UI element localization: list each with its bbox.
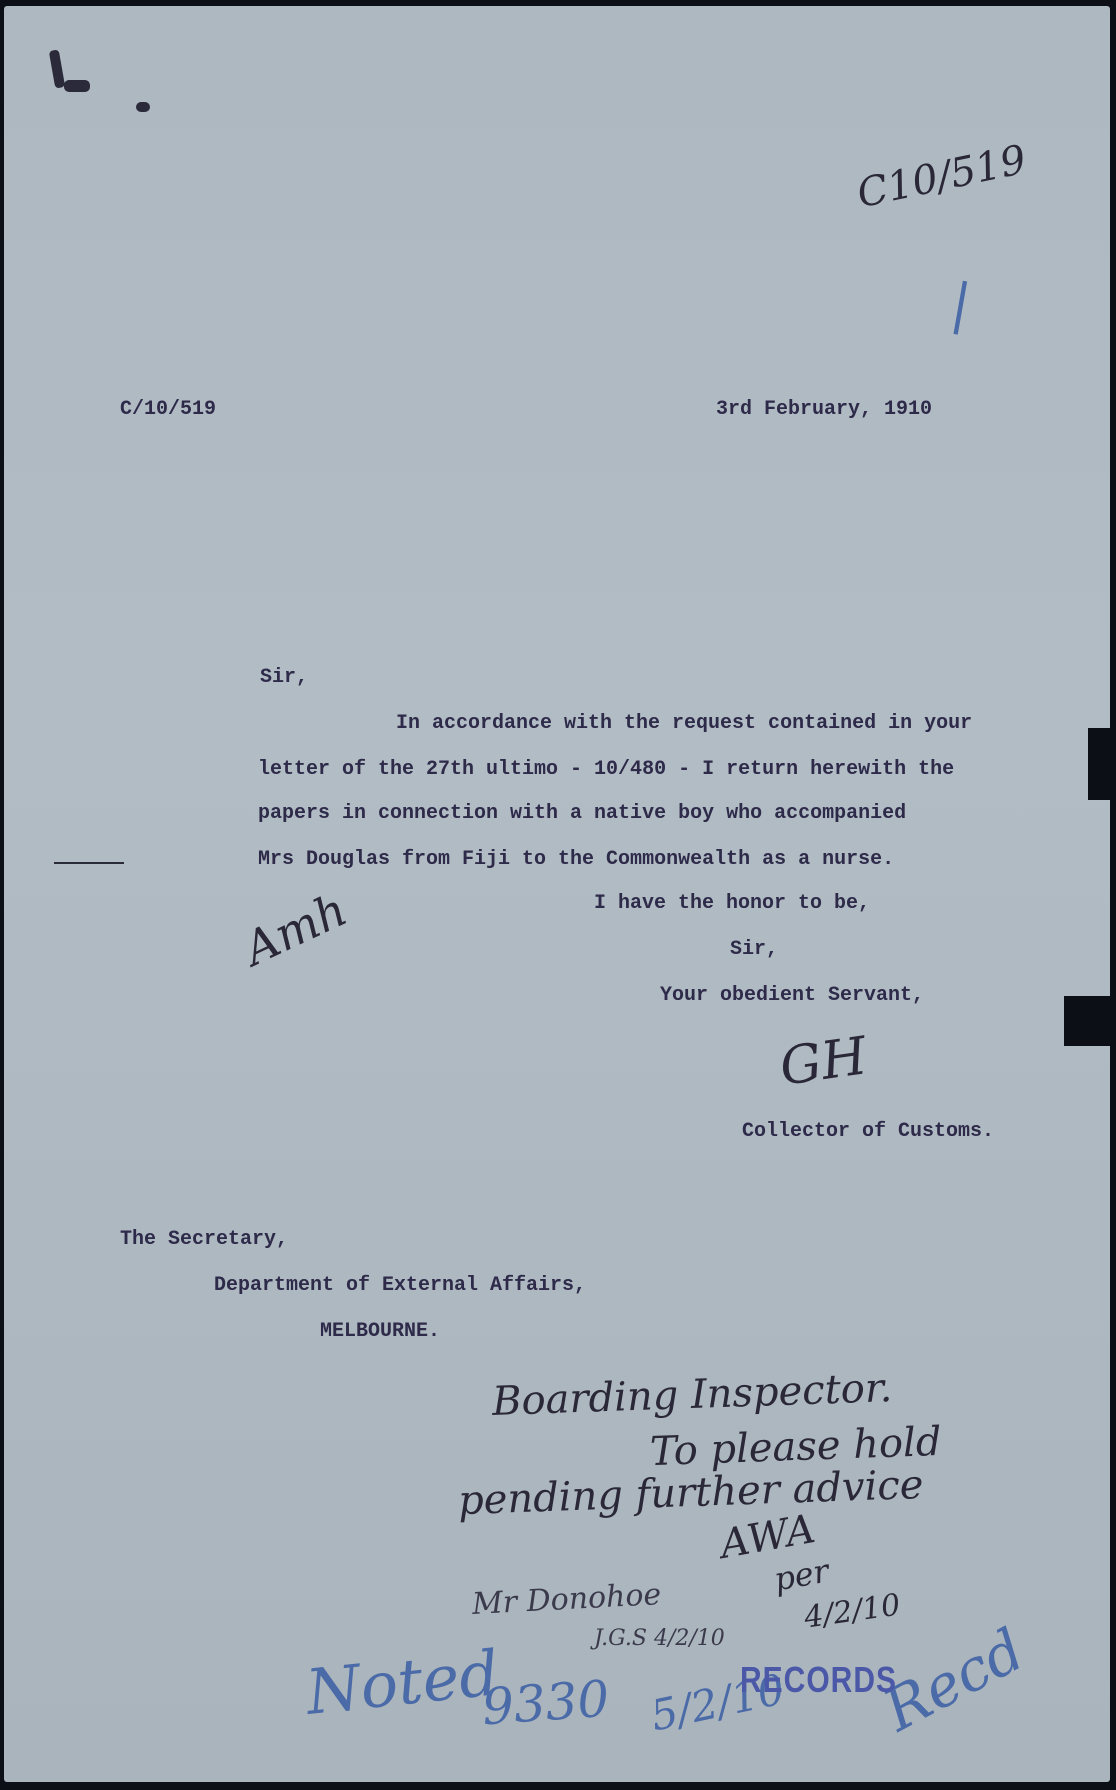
address-line: Department of External Affairs, [214, 1274, 587, 1297]
ink-blot [136, 102, 150, 112]
minute-signature: AWA [716, 1506, 819, 1568]
letter-date: 3rd February, 1910 [716, 398, 933, 421]
minute-per: per [771, 1551, 832, 1599]
signatory-title: Collector of Customs. [742, 1120, 995, 1143]
noted-number: 9330 [480, 1669, 612, 1737]
body-line: papers in connection with a native boy who accompanied [258, 802, 907, 825]
minute-line: Boarding Inspector. [491, 1365, 893, 1425]
letter-page [4, 6, 1110, 1782]
minute-line: To please hold [649, 1418, 943, 1476]
noted-note: Noted [302, 1636, 503, 1729]
records-stamp: RECORDS [740, 1660, 898, 1701]
ink-blot [49, 49, 65, 88]
file-reference: C/10/519 [120, 398, 217, 421]
body-line: In accordance with the request contained in your [396, 712, 973, 735]
closing-line: I have the honor to be, [594, 892, 871, 915]
address-line: The Secretary, [120, 1228, 289, 1251]
margin-initial: Amh [235, 882, 355, 976]
body-line: Mrs Douglas from Fiji to the Commonwealth as a nurse. [258, 848, 895, 871]
address-line: MELBOURNE. [320, 1320, 441, 1343]
ink-blot [64, 80, 90, 92]
handwritten-file-ref: C10/519 [853, 136, 1031, 218]
closing-line: Your obedient Servant, [660, 984, 925, 1007]
margin-rule [54, 862, 124, 864]
noted-date: 5/2/10 [646, 1664, 789, 1741]
minute-line: pending further advice [457, 1461, 925, 1525]
salutation: Sir, [260, 666, 309, 689]
received-note: Recd [872, 1615, 1035, 1745]
signature-initials: GH [776, 1026, 871, 1098]
closing-line: Sir, [730, 938, 779, 961]
minute-date: 4/2/10 [802, 1587, 903, 1636]
tear-mark [1064, 996, 1110, 1046]
tear-mark [1088, 728, 1110, 800]
mr-note-initials: J.G.S 4/2/10 [594, 1626, 725, 1651]
mr-note: Mr Donohoe [471, 1577, 663, 1622]
blue-tick-mark: | [946, 270, 976, 337]
body-line: letter of the 27th ultimo - 10/480 - I return herewith the [258, 758, 955, 781]
